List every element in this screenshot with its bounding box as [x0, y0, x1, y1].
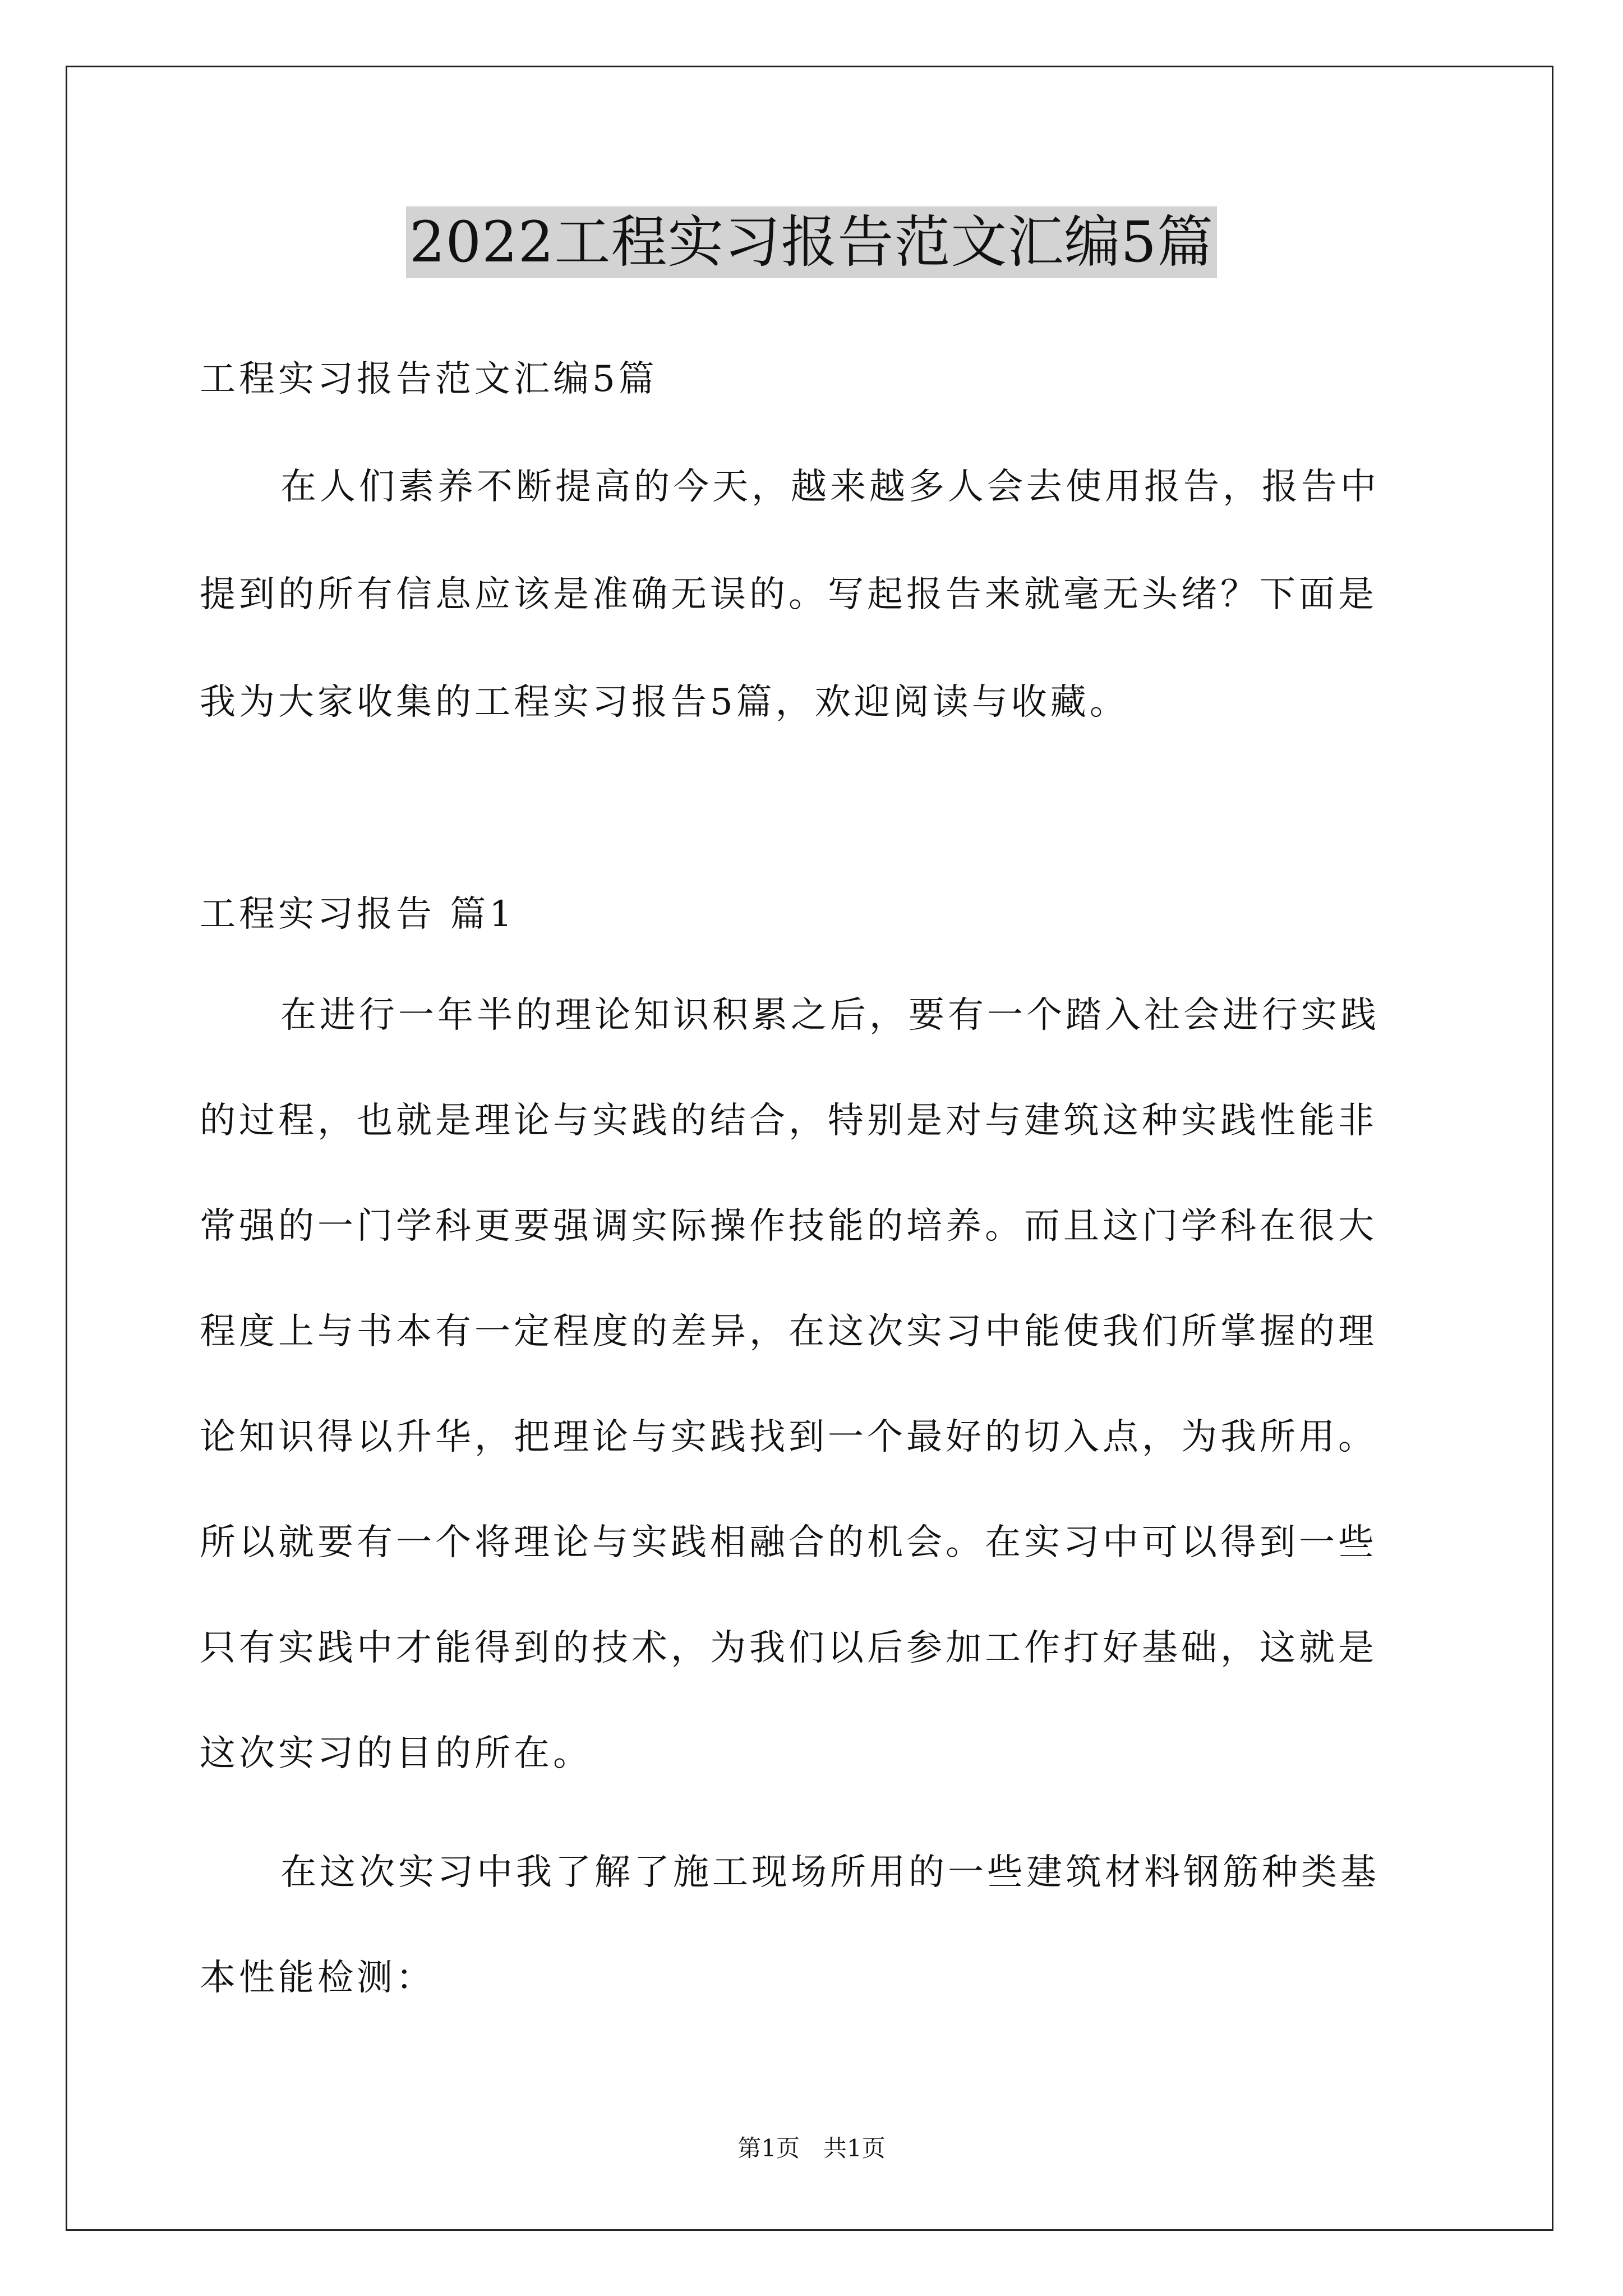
- intro-line-3: 我为大家收集的工程实习报告5篇，欢迎阅读与收藏。: [200, 682, 1129, 723]
- para2-line-1: 在这次实习中我了解了施工现场所用的一些建筑材料钢筋种类基: [280, 1852, 1380, 1893]
- document-subtitle: 工程实习报告范文汇编5篇: [200, 358, 658, 400]
- document-title: 2022工程实习报告范文汇编5篇: [406, 206, 1217, 278]
- intro-line-2: 提到的所有信息应该是准确无误的。写起报告来就毫无头绪？下面是: [200, 574, 1377, 615]
- para2-line-2: 本性能检测：: [200, 1957, 435, 1999]
- intro-line-1: 在人们素养不断提高的今天，越来越多人会去使用报告，报告中: [280, 466, 1380, 508]
- page-footer: 第1页 共1页: [737, 2134, 886, 2162]
- para1-line-4: 程度上与书本有一定程度的差异，在这次实习中能使我们所掌握的理: [200, 1311, 1377, 1352]
- para1-line-6: 所以就要有一个将理论与实践相融合的机会。在实习中可以得到一些: [200, 1522, 1377, 1563]
- para1-line-3: 常强的一门学科更要强调实际操作技能的培养。而且这门学科在很大: [200, 1205, 1377, 1247]
- section-heading: 工程实习报告 篇1: [200, 894, 516, 935]
- para1-line-8: 这次实习的目的所在。: [200, 1733, 592, 1774]
- para1-line-7: 只有实践中才能得到的技术，为我们以后参加工作打好基础，这就是: [200, 1627, 1377, 1669]
- title-container: [0, 206, 1623, 278]
- para1-line-1: 在进行一年半的理论知识积累之后，要有一个踏入社会进行实践: [280, 995, 1380, 1036]
- para1-line-2: 的过程，也就是理论与实践的结合，特别是对与建筑这种实践性能非: [200, 1100, 1377, 1142]
- para1-line-5: 论知识得以升华，把理论与实践找到一个最好的切入点，为我所用。: [200, 1416, 1377, 1458]
